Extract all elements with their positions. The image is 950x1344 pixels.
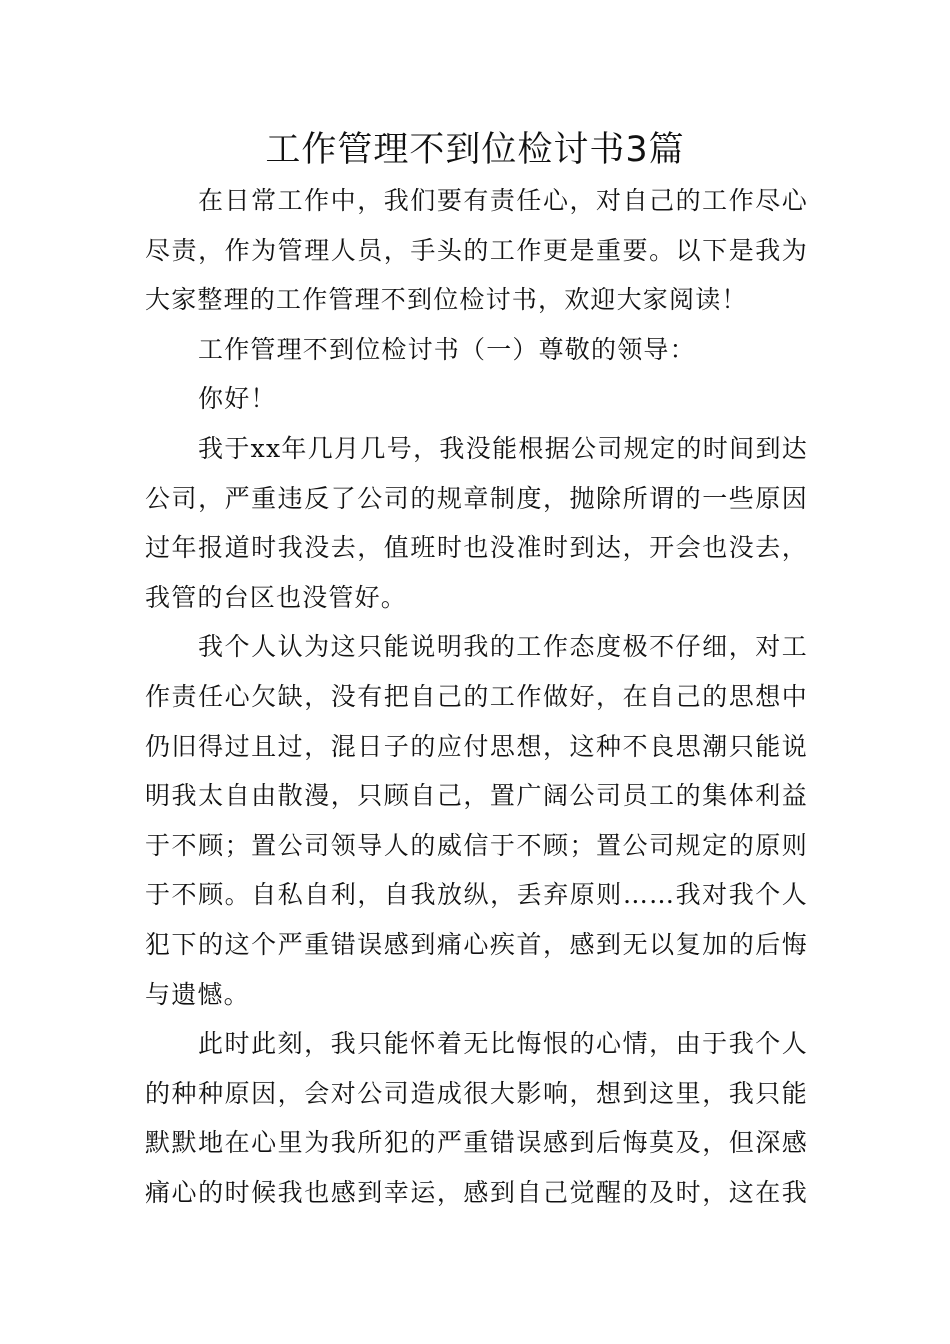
paragraph-line: 我于xx年几月几号，我没能根据公司规定的时间到达	[198, 433, 808, 463]
paragraph-line: 此时此刻，我只能怀着无比悔恨的心情，由于我个人	[198, 1029, 808, 1059]
paragraph-line: 于不顾。自私自利，自我放纵，丢弃原则……我对我个人	[145, 880, 808, 910]
document-title: 工作管理不到位检讨书3篇	[265, 130, 685, 170]
paragraph-line: 我个人认为这只能说明我的工作态度极不仔细，对工	[198, 632, 808, 662]
paragraph-line: 痛心的时候我也感到幸运，感到自己觉醒的及时，这在我	[145, 1177, 808, 1207]
paragraph-line: 尽责，作为管理人员，手头的工作更是重要。以下是我为	[145, 235, 808, 265]
document-body	[145, 176, 808, 1217]
paragraph-line: 过年报道时我没去，值班时也没准时到达，开会也没去，	[145, 533, 808, 563]
paragraph-line: 大家整理的工作管理不到位检讨书，欢迎大家阅读！	[145, 285, 748, 315]
paragraph-line: 与遗憾。	[145, 979, 250, 1009]
greeting-line: 你好！	[198, 384, 277, 414]
paragraph-line: 明我太自由散漫，只顾自己，置广阔公司员工的集体利益	[145, 781, 808, 811]
paragraph-line: 于不顾；置公司领导人的威信于不顾；置公司规定的原则	[145, 830, 808, 860]
paragraph-line: 的种种原因，会对公司造成很大影响，想到这里，我只能	[145, 1078, 808, 1108]
paragraph-line: 作责任心欠缺，没有把自己的工作做好，在自己的思想中	[145, 681, 808, 711]
paragraph-line: 仍旧得过且过，混日子的应付思想，这种不良思潮只能说	[145, 731, 808, 761]
paragraph-line: 在日常工作中，我们要有责任心，对自己的工作尽心	[198, 186, 808, 215]
paragraph-line: 犯下的这个严重错误感到痛心疾首，感到无以复加的后悔	[145, 929, 808, 959]
paragraph-line: 公司，严重违反了公司的规章制度，抛除所谓的一些原因	[145, 483, 808, 513]
salutation-heading: 工作管理不到位检讨书（一）尊敬的领导：	[198, 334, 696, 364]
paragraph-line: 我管的台区也没管好。	[145, 582, 408, 612]
paragraph-line: 默默地在心里为我所犯的严重错误感到后悔莫及，但深感	[145, 1128, 808, 1158]
